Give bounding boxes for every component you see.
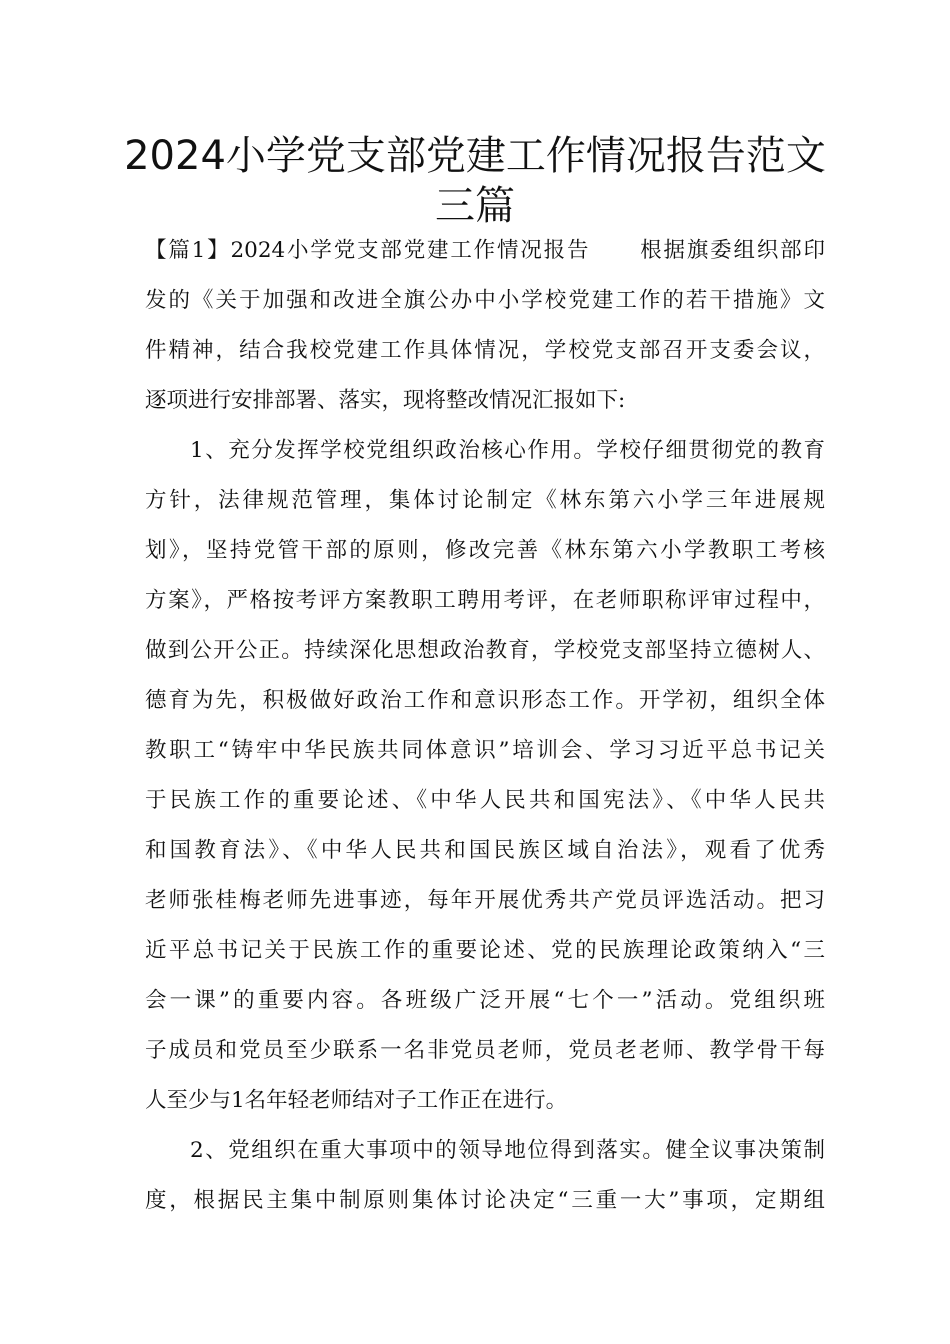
paragraph-line: 子成员和党员至少联系一名非党员老师，党员老老师、教学骨干每 <box>145 1038 825 1063</box>
paragraph-line: 方针，法律规范管理，集体讨论制定《林东第六小学三年进展规 <box>145 488 825 513</box>
paragraph-line: 1、充分发挥学校党组织政治核心作用。学校仔细贯彻党的教育 <box>190 438 825 463</box>
paragraph-line: 件精神，结合我校党建工作具体情况，学校党支部召开支委会议， <box>145 338 825 363</box>
paragraph-line: 2、党组织在重大事项中的领导地位得到落实。健全议事决策制 <box>190 1138 825 1163</box>
paragraph-line: 和国教育法》、《中华人民共和国民族区域自治法》，观看了优秀 <box>145 838 825 863</box>
paragraph-line: 于民族工作的重要论述、《中华人民共和国宪法》、《中华人民共 <box>145 788 825 813</box>
paragraph-line: 教职工“铸牢中华民族共同体意识”培训会、学习习近平总书记关 <box>145 738 825 763</box>
paragraph-line: 老师张桂梅老师先进事迹，每年开展优秀共产党员评选活动。把习 <box>145 888 825 913</box>
paragraph-line: 会一课”的重要内容。各班级广泛开展“七个一”活动。党组织班 <box>145 988 825 1013</box>
paragraph-line: 做到公开公正。持续深化思想政治教育，学校党支部坚持立德树人、 <box>145 638 825 663</box>
paragraph-text: 根据旗委组织部印 <box>638 238 825 263</box>
paragraph-line: 划》，坚持党管干部的原则，修改完善《林东第六小学教职工考核 <box>145 538 825 563</box>
document-title-line-2: 三篇 <box>435 183 515 229</box>
article-heading: 【篇1】2024小学党支部党建工作情况报告 <box>145 238 591 263</box>
intro-first-line <box>145 236 825 266</box>
paragraph-line: 逐项进行安排部署、落实，现将整改情况汇报如下: <box>145 388 626 413</box>
document-title-line-1: 2024小学党支部党建工作情况报告范文 <box>124 133 826 179</box>
paragraph-line: 发的《关于加强和改进全旗公办中小学校党建工作的若干措施》文 <box>145 288 825 313</box>
paragraph-line: 人至少与1名年轻老师结对子工作正在进行。 <box>145 1088 568 1113</box>
paragraph-line: 近平总书记关于民族工作的重要论述、党的民族理论政策纳入“三 <box>145 938 825 963</box>
paragraph-line: 德育为先，积极做好政治工作和意识形态工作。开学初，组织全体 <box>145 688 825 713</box>
paragraph-line: 方案》，严格按考评方案教职工聘用考评，在老师职称评审过程中， <box>145 588 825 613</box>
paragraph-line: 度，根据民主集中制原则集体讨论决定“三重一大”事项，定期组 <box>145 1188 825 1213</box>
